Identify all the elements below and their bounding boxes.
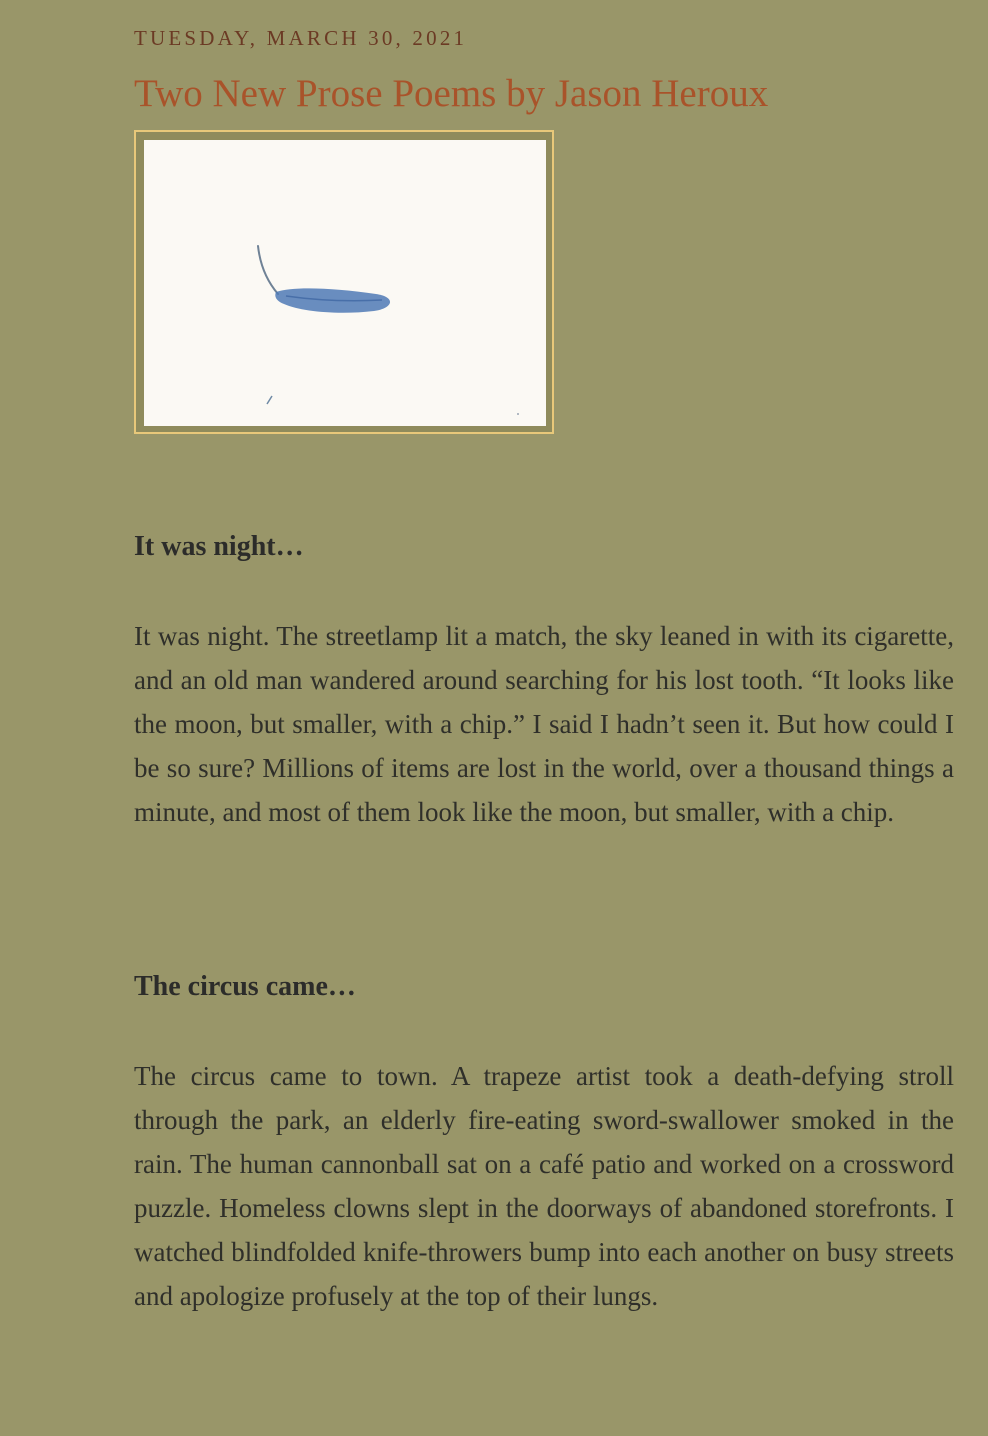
poem-title: The circus came…	[134, 971, 356, 1002]
post-image[interactable]	[134, 130, 554, 434]
post-date: TUESDAY, MARCH 30, 2021	[134, 26, 468, 50]
poem-body: The circus came to town. A trapeze artist took a death-defying stroll through the park, an elderly fire-eating sword-swallower smoked in the rain. The human cannonball sat on a café patio and worked on a crossword puzzle. Homeless clowns slept in the doorways of abandoned storefronts. I watched blindfolded knife-throwers bump into each another on busy streets and apologize profusely at the top of their lungs.	[134, 1061, 954, 1311]
poem-title: It was night…	[134, 531, 304, 562]
feather-drawing-icon	[144, 140, 546, 426]
poem-body: It was night. The streetlamp lit a match, the sky leaned in with its cigarette, and an old man wandered around searching for his lost tooth. “It looks like the moon, but smaller, with a chip.” I said I hadn’t seen it. But how could I be so sure? Millions of items are lost in the world, over a thousand things a minute, and most of them look like the moon, but smaller, with a chip.	[134, 621, 954, 827]
post-title[interactable]: Two New Prose Poems by Jason Heroux	[134, 72, 769, 115]
